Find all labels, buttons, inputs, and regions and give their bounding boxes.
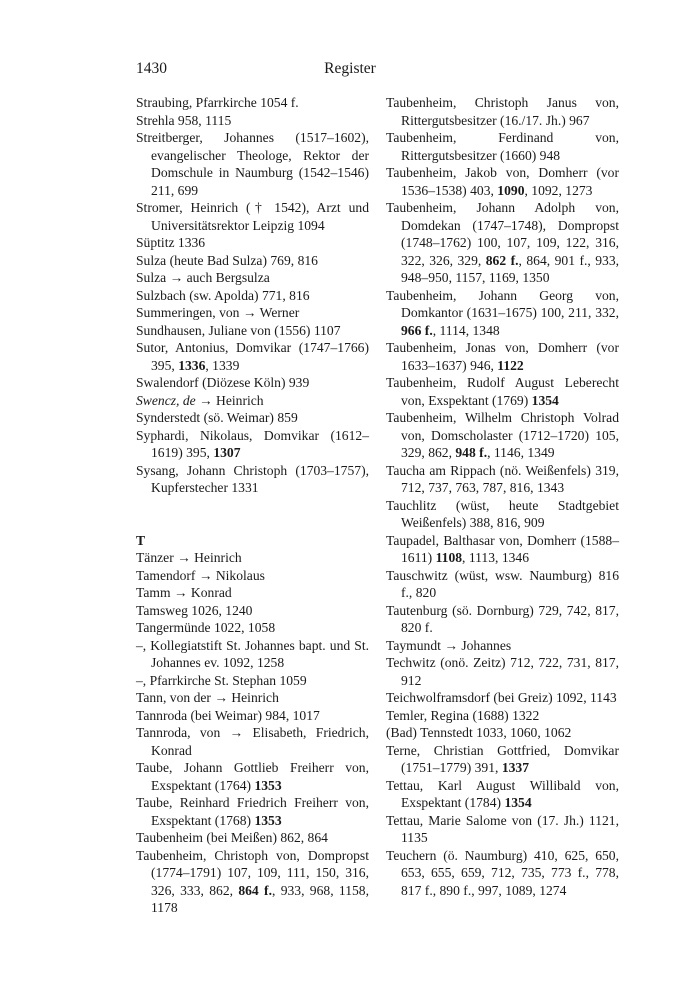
index-entry: Tautenburg (sö. Dornburg) 729, 742, 817, 820 f. (386, 602, 619, 635)
index-entry: Teichwolframsdorf (bei Greiz) 1092, 1143 (386, 690, 617, 705)
index-entry: Swencz, de → Heinrich (136, 392, 264, 408)
entries-s (136, 94, 369, 497)
index-entry: Tauchlitz (wüst, heute Stadtgebiet Weißenfels) 388, 816, 909 (386, 497, 619, 530)
index-entry: Sulza (heute Bad Sulza) 769, 816 (136, 252, 318, 268)
index-entry: Tamm → Konrad (136, 585, 232, 600)
index-entry: Taubenheim, Christoph Janus von, Rittergutsbesitzer (16./17. Jh.) 967 (386, 95, 619, 128)
index-entry: Taube, Reinhard Friedrich Freiherr von, Exspektant (1768) 1353 (136, 795, 369, 828)
index-entry: Taubenheim, Christoph von, Dompropst (1774–1791) 107, 109, 111, 150, 316, 326, 333, 862, 864 f., 933, 968, 1158, 1178 (136, 847, 369, 915)
index-entry: Techwitz (onö. Zeitz) 712, 722, 731, 817, 912 (386, 655, 619, 688)
index-entry: Summeringen, von → Werner (136, 305, 300, 320)
page-number: 1430 (136, 60, 167, 77)
running-head: Register (324, 60, 376, 77)
index-entry: Tamendorf → Nikolaus (136, 567, 265, 583)
index-entry: –, Kollegiatstift St. Johannes bapt. und St. Johannes ev. 1092, 1258 (136, 637, 369, 670)
index-entry: Tannroda (bei Weimar) 984, 1017 (136, 707, 320, 723)
index-entry: Tänzer → Heinrich (136, 550, 242, 565)
index-entry: Tauschwitz (wüst, wsw. Naumburg) 816 f., 820 (386, 567, 619, 600)
index-entry: –, Pfarrkirche St. Stephan 1059 (136, 672, 307, 688)
index-entry: Taubenheim, Johann Georg von, Domkantor (1631–1675) 100, 211, 332, 966 f., 1114, 1348 (386, 287, 619, 338)
index-entry: Stromer, Heinrich († 1542), Arzt und Universitätsrektor Leipzig 1094 (136, 200, 369, 233)
index-entry: Taube, Johann Gottlieb Freiherr von, Exspektant (1764) 1353 (136, 760, 369, 793)
index-entry: Taubenheim, Johann Adolph von, Domdekan (1747–1748), Dompropst (1748–1762) 100, 107, 109, 122, 316, 322, 326, 329, 862 f., 864, 901 f., 933, 948–950, 1157, 1169, 1350 (386, 200, 620, 285)
index-entry: Tangermünde 1022, 1058 (136, 620, 276, 635)
index-entry: Tannroda, von → Elisabeth, Friedrich, Konrad (136, 725, 369, 758)
index-entry: Sulzbach (sw. Apolda) 771, 816 (136, 287, 310, 303)
index-entry: Taucha am Rippach (nö. Weißenfels) 319, 712, 737, 763, 787, 816, 1343 (386, 462, 619, 495)
entries-t-continued (386, 94, 619, 899)
index-entry: Tamsweg 1026, 1240 (136, 602, 253, 618)
index-entry: Sutor, Antonius, Domvikar (1747–1766) 395, 1336, 1339 (136, 340, 369, 373)
index-entry: Taupadel, Balthasar von, Domherr (1588–1611) 1108, 1113, 1346 (386, 532, 619, 565)
index-entry: Synderstedt (sö. Weimar) 859 (136, 410, 298, 425)
index-entry: Straubing, Pfarrkirche 1054 f. (136, 95, 299, 110)
index-entry: Taubenheim, Jakob von, Domherr (vor 1536–1538) 403, 1090, 1092, 1273 (386, 165, 619, 198)
index-entry: Sundhausen, Juliane von (1556) 1107 (136, 322, 341, 338)
index-entry: Teuchern (ö. Naumburg) 410, 625, 650, 653, 655, 659, 712, 735, 773 f., 778, 817 f., 890 f., 997, 1089, 1274 (386, 847, 619, 898)
index-entry: Taubenheim, Rudolf August Leberecht von, Exspektant (1769) 1354 (386, 375, 619, 408)
index-entry: Süptitz 1336 (136, 235, 206, 250)
section-letter: T (136, 532, 146, 548)
index-entry: Tann, von der → Heinrich (136, 690, 279, 705)
index-entry: Taubenheim, Ferdinand von, Rittergutsbesitzer (1660) 948 (386, 130, 619, 163)
index-entry: Sulza → auch Bergsulza (136, 270, 270, 285)
index-entry: Tettau, Marie Salome von (17. Jh.) 1121, 1135 (386, 812, 619, 845)
left-column (136, 94, 369, 917)
index-entry: Sysang, Johann Christoph (1703–1757), Kupferstecher 1331 (136, 462, 369, 495)
index-entry: Strehla 958, 1115 (136, 112, 232, 128)
index-entry: Taymundt → Johannes (386, 637, 512, 653)
entries-t (136, 549, 369, 917)
index-entry: Swalendorf (Diözese Köln) 939 (136, 375, 310, 390)
index-entry: Taubenheim, Jonas von, Domherr (vor 1633–1637) 946, 1122 (386, 340, 619, 373)
index-entry: Taubenheim (bei Meißen) 862, 864 (136, 830, 328, 845)
index-entry: Tettau, Karl August Willibald von, Exspektant (1784) 1354 (386, 777, 619, 810)
index-entry: Taubenheim, Wilhelm Christoph Volrad von, Domscholaster (1712–1720) 105, 329, 862, 948 f., 1146, 1349 (386, 410, 619, 460)
index-entry: Temler, Regina (1688) 1322 (386, 707, 540, 723)
index-entry: Terne, Christian Gottfried, Domvikar (1751–1779) 391, 1337 (386, 742, 619, 775)
right-column (386, 94, 619, 899)
index-entry: (Bad) Tennstedt 1033, 1060, 1062 (386, 725, 572, 740)
index-entry: Syphardi, Nikolaus, Domvikar (1612–1619) 395, 1307 (136, 427, 369, 460)
index-entry: Streitberger, Johannes (1517–1602), evangelischer Theologe, Rektor der Domschule in Naumburg (1542–1546) 211, 699 (136, 130, 369, 198)
